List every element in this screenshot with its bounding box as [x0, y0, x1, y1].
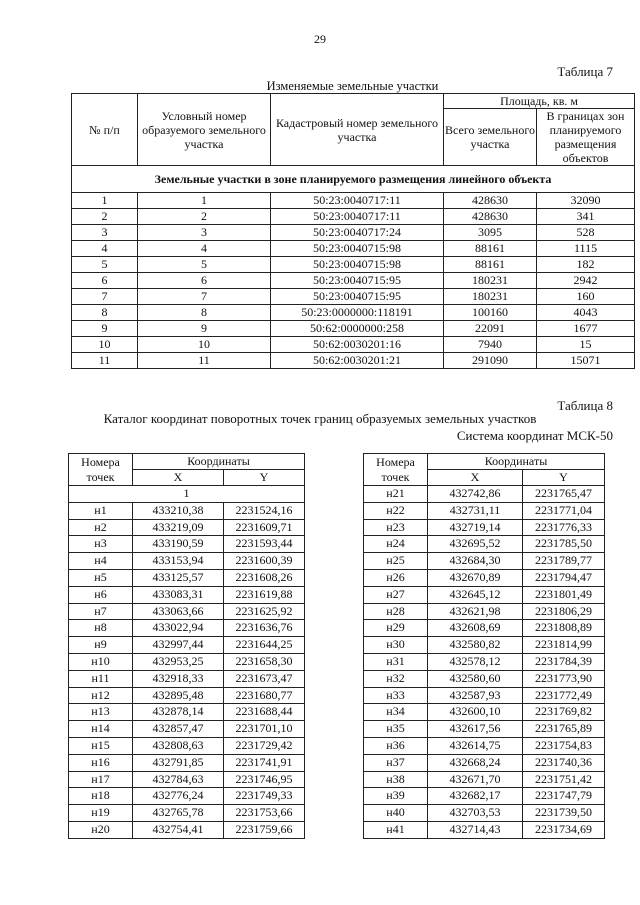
table-row	[69, 603, 305, 620]
coord-x: 432614,75	[428, 737, 523, 754]
area-within: 528	[537, 225, 635, 241]
row-number: 7	[72, 289, 138, 305]
coord-x: 432784,63	[133, 771, 224, 788]
table-row	[69, 569, 305, 586]
cadastral-number: 50:23:0040715:98	[271, 257, 444, 273]
coord-y: 2231794,47	[523, 569, 605, 586]
coord-y: 2231771,04	[523, 502, 605, 519]
group-label: 1	[69, 486, 305, 503]
table-row	[69, 704, 305, 721]
coord-x: 432857,47	[133, 721, 224, 738]
table-row	[69, 737, 305, 754]
coord-y: 2231806,29	[523, 603, 605, 620]
area-within: 182	[537, 257, 635, 273]
coord-y: 2231739,50	[523, 805, 605, 822]
table-row	[69, 586, 305, 603]
point-name: н5	[69, 569, 133, 586]
coord-y: 2231769,82	[523, 704, 605, 721]
coordinate-system: Система координат МСК-50	[456, 428, 613, 443]
point-name: н18	[69, 788, 133, 805]
point-name: н12	[69, 687, 133, 704]
point-name: н16	[69, 754, 133, 771]
coord-y: 2231759,66	[224, 821, 305, 838]
point-name: н20	[69, 821, 133, 838]
table-row	[69, 637, 305, 654]
point-name: н29	[364, 620, 428, 637]
area-within: 15071	[537, 353, 635, 369]
coord-x: 432997,44	[133, 637, 224, 654]
table-row	[72, 257, 635, 273]
point-name: н8	[69, 620, 133, 637]
table-row	[69, 553, 305, 570]
conditional-number: 2	[138, 209, 271, 225]
table-row	[364, 569, 605, 586]
coord-y: 2231609,71	[224, 519, 305, 536]
area-total: 291090	[444, 353, 537, 369]
coord-x: 433190,59	[133, 536, 224, 553]
table-row	[69, 721, 305, 738]
coord-x: 432580,82	[428, 637, 523, 654]
coord-x: 432918,33	[133, 670, 224, 687]
coord-y: 2231751,42	[523, 771, 605, 788]
conditional-number: 3	[138, 225, 271, 241]
coord-x: 433210,38	[133, 502, 224, 519]
cadastral-number: 50:23:0040717:24	[271, 225, 444, 241]
coord-x: 432684,30	[428, 553, 523, 570]
cadastral-number: 50:23:0040717:11	[271, 209, 444, 225]
row-number: 9	[72, 321, 138, 337]
table-row	[364, 486, 605, 503]
header-y: Y	[224, 470, 305, 486]
conditional-number: 5	[138, 257, 271, 273]
coord-y: 2231765,89	[523, 721, 605, 738]
table8-caption: Каталог координат поворотных точек границ образуемых земельных участков	[103, 411, 537, 426]
table-row	[364, 704, 605, 721]
coord-y: 2231701,10	[224, 721, 305, 738]
coord-x: 433219,09	[133, 519, 224, 536]
coord-y: 2231789,77	[523, 553, 605, 570]
header-coordinates: Координаты	[133, 454, 305, 470]
coord-y: 2231776,33	[523, 519, 605, 536]
cadastral-number: 50:23:0040715:98	[271, 241, 444, 257]
coord-y: 2231600,39	[224, 553, 305, 570]
table-row	[72, 193, 635, 209]
table-row	[364, 754, 605, 771]
table-row	[364, 687, 605, 704]
coord-x: 432682,17	[428, 788, 523, 805]
coord-x: 433022,94	[133, 620, 224, 637]
table-row	[364, 519, 605, 536]
coord-x: 432703,53	[428, 805, 523, 822]
point-name: н17	[69, 771, 133, 788]
table-row	[364, 805, 605, 822]
point-name: н24	[364, 536, 428, 553]
table-row	[364, 670, 605, 687]
page-number: 29	[314, 32, 326, 46]
area-within: 32090	[537, 193, 635, 209]
point-name: н23	[364, 519, 428, 536]
coord-y: 2231740,36	[523, 754, 605, 771]
point-name: н10	[69, 653, 133, 670]
coord-y: 2231741,91	[224, 754, 305, 771]
area-total: 428630	[444, 193, 537, 209]
coord-x: 432776,24	[133, 788, 224, 805]
coord-x: 432808,63	[133, 737, 224, 754]
coord-x: 432580,60	[428, 670, 523, 687]
coord-y: 2231729,42	[224, 737, 305, 754]
coord-y: 2231808,89	[523, 620, 605, 637]
point-name: н35	[364, 721, 428, 738]
conditional-number: 9	[138, 321, 271, 337]
table-row	[69, 653, 305, 670]
area-within: 341	[537, 209, 635, 225]
point-name: н3	[69, 536, 133, 553]
table-row	[69, 519, 305, 536]
table-row	[72, 353, 635, 369]
table-row	[364, 721, 605, 738]
row-number: 10	[72, 337, 138, 353]
table8-right	[363, 453, 605, 839]
point-name: н28	[364, 603, 428, 620]
area-total: 100160	[444, 305, 537, 321]
coord-y: 2231644,25	[224, 637, 305, 654]
table-row	[69, 536, 305, 553]
point-name: н33	[364, 687, 428, 704]
area-total: 22091	[444, 321, 537, 337]
coord-x: 432578,12	[428, 653, 523, 670]
coord-x: 433153,94	[133, 553, 224, 570]
area-total: 88161	[444, 241, 537, 257]
coord-x: 432731,11	[428, 502, 523, 519]
coord-x: 432608,69	[428, 620, 523, 637]
table-row	[69, 502, 305, 519]
table-row	[72, 305, 635, 321]
table-row	[72, 321, 635, 337]
table-row	[364, 737, 605, 754]
area-within: 2942	[537, 273, 635, 289]
coord-y: 2231619,88	[224, 586, 305, 603]
header-x: X	[133, 470, 224, 486]
header-coordinates: Координаты	[428, 454, 605, 470]
point-name: н14	[69, 721, 133, 738]
coord-y: 2231765,47	[523, 486, 605, 503]
table-row	[69, 754, 305, 771]
table7	[71, 93, 635, 369]
coord-y: 2231625,92	[224, 603, 305, 620]
coord-x: 433063,66	[133, 603, 224, 620]
area-total: 180231	[444, 289, 537, 305]
coord-x: 432953,25	[133, 653, 224, 670]
row-number: 2	[72, 209, 138, 225]
table-row	[364, 788, 605, 805]
coord-x: 433083,31	[133, 586, 224, 603]
coord-y: 2231814,99	[523, 637, 605, 654]
section-title: Земельные участки в зоне планируемого размещения линейного объекта	[72, 166, 635, 193]
coord-x: 432719,14	[428, 519, 523, 536]
point-name: н19	[69, 805, 133, 822]
table-row	[364, 553, 605, 570]
coord-x: 432670,89	[428, 569, 523, 586]
table-row	[69, 687, 305, 704]
point-name: н41	[364, 821, 428, 838]
coord-x: 432587,93	[428, 687, 523, 704]
table-row	[72, 241, 635, 257]
header-y: Y	[523, 470, 605, 486]
coord-y: 2231608,26	[224, 569, 305, 586]
coord-y: 2231593,44	[224, 536, 305, 553]
coord-y: 2231749,33	[224, 788, 305, 805]
coord-y: 2231688,44	[224, 704, 305, 721]
coord-x: 432754,41	[133, 821, 224, 838]
area-within: 1115	[537, 241, 635, 257]
table-row	[72, 289, 635, 305]
coord-y: 2231746,95	[224, 771, 305, 788]
table-row	[364, 620, 605, 637]
table-row	[72, 209, 635, 225]
point-name: н30	[364, 637, 428, 654]
table-row	[364, 771, 605, 788]
coord-y: 2231801,49	[523, 586, 605, 603]
coord-y: 2231636,76	[224, 620, 305, 637]
area-within: 4043	[537, 305, 635, 321]
coord-x: 432895,48	[133, 687, 224, 704]
table-row	[69, 805, 305, 822]
header-area: Площадь, кв. м	[444, 94, 635, 109]
cadastral-number: 50:62:0030201:16	[271, 337, 444, 353]
table-row	[364, 502, 605, 519]
point-name: н13	[69, 704, 133, 721]
coord-x: 432765,78	[133, 805, 224, 822]
area-total: 7940	[444, 337, 537, 353]
coord-y: 2231747,79	[523, 788, 605, 805]
cadastral-number: 50:62:0030201:21	[271, 353, 444, 369]
table-row	[69, 788, 305, 805]
coord-y: 2231673,47	[224, 670, 305, 687]
cadastral-number: 50:23:0040715:95	[271, 273, 444, 289]
point-name: н34	[364, 704, 428, 721]
table-row	[364, 603, 605, 620]
coord-y: 2231754,83	[523, 737, 605, 754]
point-name: н25	[364, 553, 428, 570]
table-row	[364, 653, 605, 670]
header-points: Номера точек	[364, 454, 428, 486]
conditional-number: 10	[138, 337, 271, 353]
table-row	[364, 821, 605, 838]
row-number: 5	[72, 257, 138, 273]
table7-caption: Изменяемые земельные участки	[266, 79, 439, 93]
header-area-total: Всего земельного участка	[444, 109, 537, 166]
coord-x: 432645,12	[428, 586, 523, 603]
coord-y: 2231524,16	[224, 502, 305, 519]
table-row	[364, 637, 605, 654]
point-name: н40	[364, 805, 428, 822]
point-name: н1	[69, 502, 133, 519]
area-total: 428630	[444, 209, 537, 225]
table-row	[69, 771, 305, 788]
point-name: н2	[69, 519, 133, 536]
table7-label: Таблица 7	[557, 64, 613, 79]
table-row	[69, 821, 305, 838]
header-cadastral-number: Кадастровый номер земельного участка	[271, 94, 444, 166]
coord-x: 432600,10	[428, 704, 523, 721]
point-name: н11	[69, 670, 133, 687]
coord-y: 2231680,77	[224, 687, 305, 704]
conditional-number: 6	[138, 273, 271, 289]
coord-y: 2231773,90	[523, 670, 605, 687]
header-conditional-number: Условный номер образуемого земельного участка	[138, 94, 271, 166]
coord-x: 432668,24	[428, 754, 523, 771]
coord-y: 2231658,30	[224, 653, 305, 670]
point-name: н7	[69, 603, 133, 620]
point-name: н27	[364, 586, 428, 603]
row-number: 1	[72, 193, 138, 209]
conditional-number: 8	[138, 305, 271, 321]
coord-x: 432714,43	[428, 821, 523, 838]
conditional-number: 4	[138, 241, 271, 257]
header-points: Номера точек	[69, 454, 133, 486]
coord-y: 2231785,50	[523, 536, 605, 553]
table-row	[72, 225, 635, 241]
point-name: н39	[364, 788, 428, 805]
row-number: 4	[72, 241, 138, 257]
header-area-within: В границах зон планируемого размещения объектов	[537, 109, 635, 166]
point-name: н15	[69, 737, 133, 754]
row-number: 6	[72, 273, 138, 289]
cadastral-number: 50:23:0040715:95	[271, 289, 444, 305]
row-number: 8	[72, 305, 138, 321]
coord-x: 432671,70	[428, 771, 523, 788]
coord-y: 2231784,39	[523, 653, 605, 670]
point-name: н4	[69, 553, 133, 570]
point-name: н6	[69, 586, 133, 603]
coord-x: 432742,86	[428, 486, 523, 503]
coord-y: 2231772,49	[523, 687, 605, 704]
row-number: 3	[72, 225, 138, 241]
row-number: 11	[72, 353, 138, 369]
coord-x: 432791,85	[133, 754, 224, 771]
point-name: н21	[364, 486, 428, 503]
header-x: X	[428, 470, 523, 486]
coord-y: 2231753,66	[224, 805, 305, 822]
coord-x: 432878,14	[133, 704, 224, 721]
point-name: н36	[364, 737, 428, 754]
area-total: 88161	[444, 257, 537, 273]
table-row	[364, 536, 605, 553]
area-within: 1677	[537, 321, 635, 337]
coord-x: 432617,56	[428, 721, 523, 738]
table8-label: Таблица 8	[557, 398, 613, 413]
point-name: н32	[364, 670, 428, 687]
cadastral-number: 50:23:0040717:11	[271, 193, 444, 209]
cadastral-number: 50:62:0000000:258	[271, 321, 444, 337]
area-total: 3095	[444, 225, 537, 241]
point-name: н22	[364, 502, 428, 519]
point-name: н9	[69, 637, 133, 654]
coord-x: 432621,98	[428, 603, 523, 620]
conditional-number: 11	[138, 353, 271, 369]
coord-y: 2231734,69	[523, 821, 605, 838]
coord-x: 432695,52	[428, 536, 523, 553]
cadastral-number: 50:23:0000000:118191	[271, 305, 444, 321]
table8-left	[68, 453, 305, 839]
point-name: н37	[364, 754, 428, 771]
area-total: 180231	[444, 273, 537, 289]
table-row	[72, 273, 635, 289]
point-name: н38	[364, 771, 428, 788]
header-num: № п/п	[72, 94, 138, 166]
point-name: н31	[364, 653, 428, 670]
table-row	[364, 586, 605, 603]
table-row	[72, 337, 635, 353]
table-row	[69, 670, 305, 687]
coord-x: 433125,57	[133, 569, 224, 586]
conditional-number: 1	[138, 193, 271, 209]
area-within: 15	[537, 337, 635, 353]
point-name: н26	[364, 569, 428, 586]
area-within: 160	[537, 289, 635, 305]
conditional-number: 7	[138, 289, 271, 305]
table-row	[69, 620, 305, 637]
